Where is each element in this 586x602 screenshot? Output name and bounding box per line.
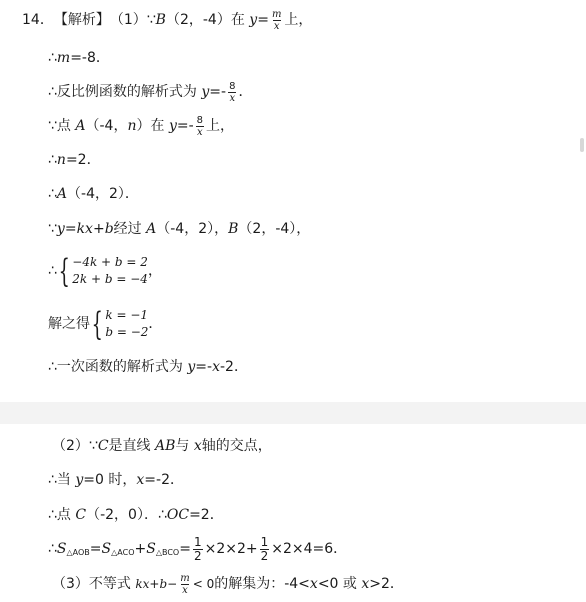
fraction-one-half: [260, 536, 270, 563]
therefore: ∴: [48, 50, 57, 66]
var-y: y: [168, 118, 177, 134]
line-5: [48, 150, 101, 170]
part-label: （1）∵: [109, 12, 156, 28]
fraction-numerator: 1: [260, 534, 269, 549]
var-y: y: [249, 12, 258, 28]
part-label: （3）不等式: [52, 576, 136, 592]
line-13: [48, 505, 224, 525]
var-x: x: [309, 576, 318, 592]
because: ∵: [48, 221, 57, 237]
because-point: ∵点: [48, 118, 76, 134]
scrollbar-mark: [580, 138, 584, 152]
coords-a: （-4，2），: [156, 221, 229, 237]
therefore: ∴: [48, 263, 57, 279]
problem-number: 14．: [22, 12, 54, 28]
axis-intersection-text: 轴的交点，: [201, 438, 272, 454]
fraction-denominator: 2: [193, 548, 202, 563]
equals: =: [179, 541, 191, 557]
statement-text: ∴反比例函数的解析式为: [48, 84, 202, 100]
equation-system: [57, 253, 148, 289]
point-a: A: [75, 118, 86, 134]
is-line-text: 是直线: [108, 438, 155, 454]
line-8: [48, 251, 162, 291]
term-kx: kx: [135, 577, 150, 591]
term-kx: kx: [76, 221, 93, 237]
line-10: [48, 357, 248, 377]
var-y: y: [56, 221, 65, 237]
var-y: y: [75, 472, 84, 488]
value-text: =2．: [189, 507, 224, 523]
fraction-denominator: x: [182, 584, 188, 596]
fraction-denominator: x: [229, 92, 236, 104]
line-7: [48, 219, 310, 239]
solution-k: k = −1: [105, 308, 149, 322]
coords-close: ）在: [136, 118, 169, 134]
var-y: y: [187, 359, 196, 375]
product-result: ×2×4=6．: [271, 541, 348, 557]
point-b: B: [155, 12, 166, 28]
var-x: x: [193, 438, 202, 454]
line-end: 上，: [206, 118, 235, 134]
point-c: C: [75, 507, 87, 523]
solving-label: 解之得: [48, 316, 90, 332]
system-equation-2: 2k + b = −4: [72, 272, 148, 286]
less-than-zero: < 0: [192, 577, 215, 591]
condition-text: =0 时，: [83, 472, 137, 488]
line-9: [48, 304, 162, 344]
minus: −: [167, 577, 178, 591]
product-text: ×2×2+: [204, 541, 258, 557]
left-brace-icon: {: [91, 305, 103, 343]
equals: =: [89, 541, 102, 557]
line-end: >2．: [369, 576, 404, 592]
system-equation-1: −4k + b = 2: [72, 255, 148, 269]
line-end: ．: [148, 316, 163, 332]
solution-b: b = −2: [105, 325, 149, 339]
term-b: b: [104, 221, 114, 237]
coords-open: （-4，: [85, 118, 128, 134]
plus: +: [134, 541, 147, 557]
or-text: <0 或: [317, 576, 362, 592]
line-11: [52, 436, 272, 456]
point-b: B: [228, 221, 239, 237]
subscript-bco: △BCO: [155, 548, 180, 557]
segment-oc: OC: [166, 507, 190, 523]
fraction-one-half: [193, 536, 203, 563]
coords-text: （-2，0）．∴: [86, 507, 167, 523]
section-divider: [0, 402, 586, 424]
point-a: A: [56, 186, 68, 202]
fraction-denominator: x: [197, 126, 203, 138]
line-15: [52, 571, 404, 597]
line-end: ，: [147, 263, 162, 279]
fraction-numerator: 1: [193, 534, 202, 549]
term-b: b: [159, 577, 168, 591]
coords-b: （2，-4），: [238, 221, 311, 237]
line-4: [48, 114, 234, 138]
equals: =: [64, 221, 77, 237]
solution-part-2: [0, 424, 586, 602]
point-c: C: [97, 438, 109, 454]
left-brace-icon: {: [58, 252, 70, 290]
fraction-numerator: 8: [229, 80, 236, 92]
line-3: [48, 80, 252, 104]
equals-minus: =-: [195, 359, 213, 375]
fraction-numerator: m: [180, 572, 190, 584]
line-2: [48, 48, 110, 68]
line-12: [48, 470, 184, 490]
fraction-numerator: m: [271, 8, 282, 20]
line-1: [22, 8, 312, 32]
line-end: 上，: [284, 12, 313, 28]
therefore: ∴: [48, 152, 57, 168]
line-ab: AB: [155, 438, 176, 454]
plus: +: [149, 577, 160, 591]
solution-system: [90, 306, 148, 342]
therefore-point: ∴点: [48, 507, 76, 523]
therefore: ∴: [48, 186, 57, 202]
subscript-aco: △ACO: [111, 548, 135, 557]
value-text: =-2．: [144, 472, 184, 488]
var-m: m: [56, 50, 71, 66]
fraction-denominator: x: [273, 20, 280, 32]
therefore: ∴: [48, 541, 57, 557]
coords-text: （2，-4）在: [165, 12, 250, 28]
subscript-aob: △AOB: [66, 548, 90, 557]
area-s: S: [101, 541, 112, 557]
solution-set-text: 的解集为：-4<: [214, 576, 310, 592]
analysis-tag: 【解析】: [53, 12, 110, 28]
fraction-8-over-x: [196, 115, 204, 138]
area-s: S: [146, 541, 156, 557]
value-text: =-8．: [70, 50, 110, 66]
and-text: 与: [175, 438, 194, 454]
part-label: （2）∵: [52, 438, 98, 454]
line-end: -2．: [219, 359, 248, 375]
line-6: [48, 184, 139, 204]
fraction-numerator: 8: [196, 114, 204, 126]
fraction-m-over-x: [271, 9, 282, 32]
var-x: x: [361, 576, 370, 592]
line-end: ．: [238, 84, 253, 100]
therefore-when: ∴当: [48, 472, 76, 488]
equals-minus: =-: [209, 84, 227, 100]
area-s: S: [56, 541, 67, 557]
fraction-denominator: 2: [260, 548, 269, 563]
coords-text: （-4，2）．: [67, 186, 139, 202]
var-y: y: [201, 84, 210, 100]
point-a: A: [146, 221, 157, 237]
var-x: x: [212, 359, 220, 375]
equals: =: [257, 12, 269, 28]
var-x: x: [136, 472, 145, 488]
equals-minus: =-: [176, 118, 194, 134]
var-n: n: [127, 118, 137, 134]
fraction-8-over-x: [228, 81, 236, 104]
fraction-m-over-x: [179, 573, 190, 596]
plus: +: [92, 221, 105, 237]
value-text: =2．: [65, 152, 101, 168]
line-14: [48, 536, 347, 562]
statement-text: ∴一次函数的解析式为: [48, 359, 188, 375]
var-n: n: [56, 152, 66, 168]
passes-through: 经过: [113, 221, 147, 237]
